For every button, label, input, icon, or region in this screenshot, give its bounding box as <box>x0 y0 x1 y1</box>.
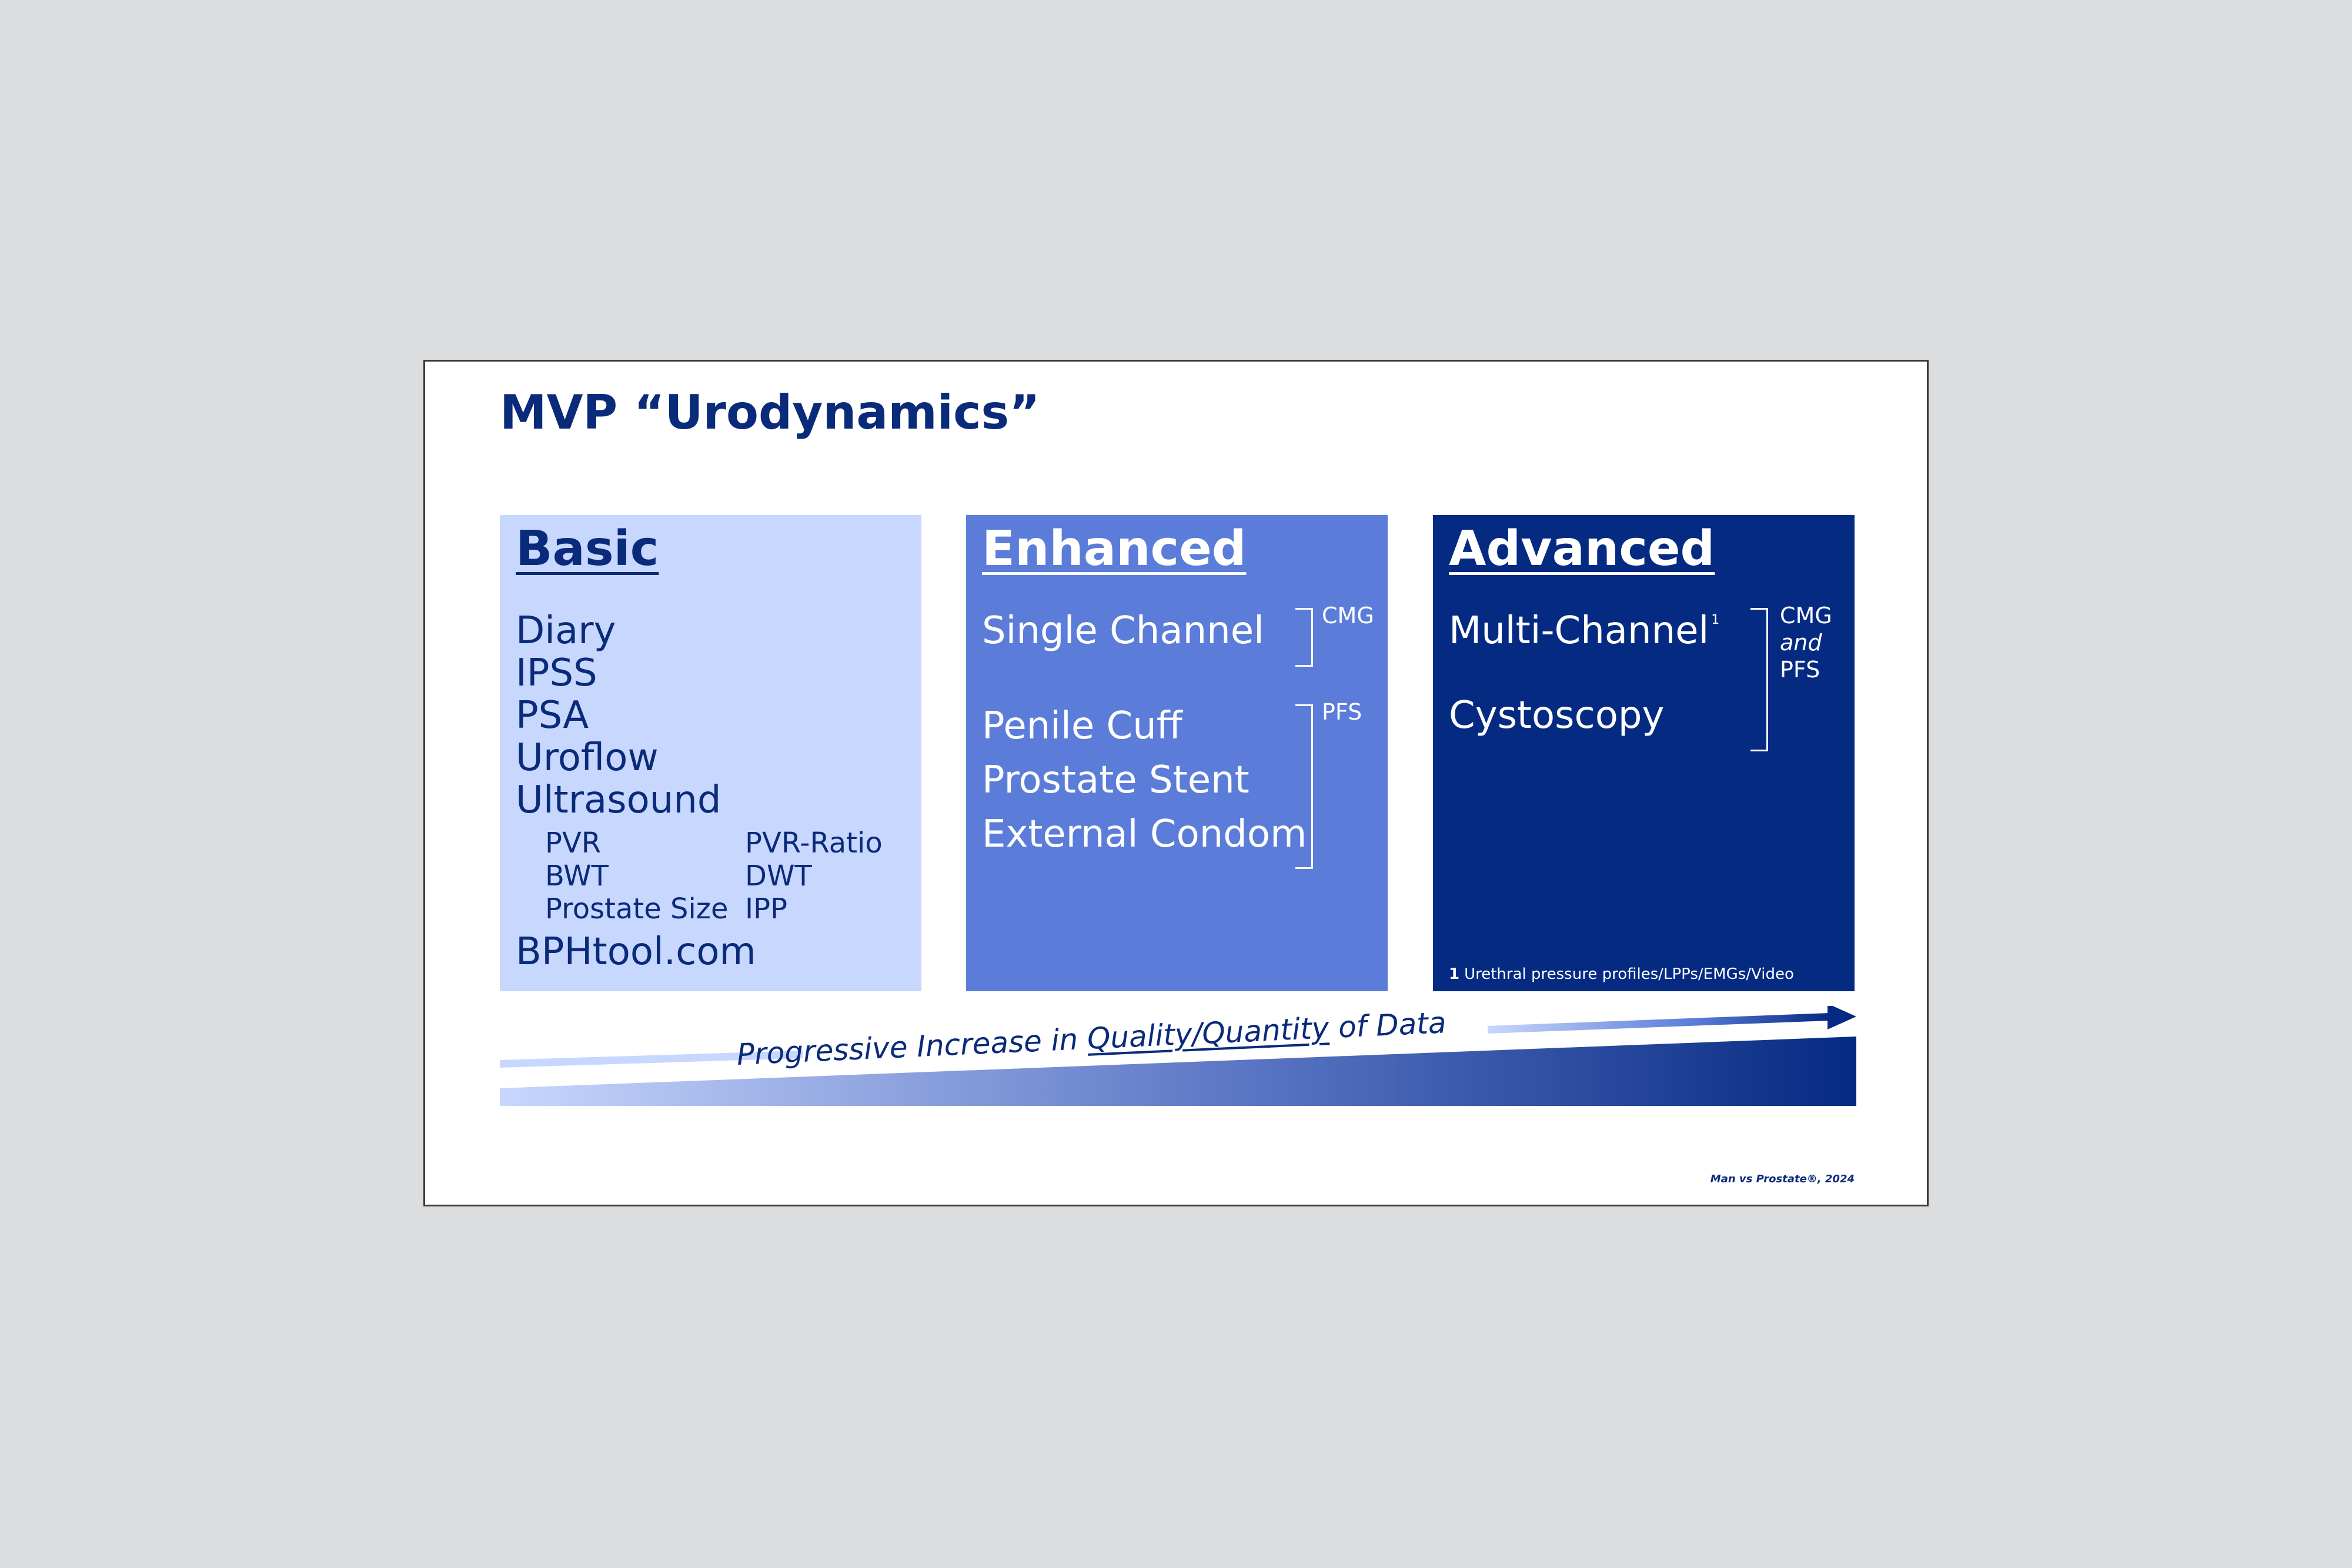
enhanced-card <box>966 515 1388 991</box>
basic-item-uroflow: Uroflow <box>516 736 659 780</box>
ultrasound-sub-ipp: IPP <box>745 892 788 925</box>
footnote <box>1449 965 1794 983</box>
basic-heading: Basic <box>516 521 659 577</box>
cmg-bracket <box>1295 608 1313 667</box>
ultrasound-sub-bwt: BWT <box>545 860 609 892</box>
tag-cmg: CMG <box>1780 603 1832 628</box>
enhanced-item-single-channel: Single Channel <box>982 609 1264 653</box>
advanced-item-multi-channel <box>1449 609 1719 653</box>
basic-card <box>500 515 921 991</box>
tag-pfs: PFS <box>1780 657 1820 683</box>
basic-item-ultrasound: Ultrasound <box>516 778 721 822</box>
basic-item-ipss: IPSS <box>516 651 597 695</box>
slide-title: MVP “Urodynamics” <box>500 385 1040 440</box>
enhanced-item-external-condom: External Condom <box>982 813 1307 856</box>
footnote-number: 1 <box>1449 965 1460 983</box>
progress-label-underlined: Quality/Quantity <box>1086 1011 1330 1056</box>
progress-line-right <box>1488 1013 1830 1034</box>
basic-item-diary: Diary <box>516 609 616 653</box>
enhanced-heading: Enhanced <box>982 521 1247 577</box>
advanced-card <box>1433 515 1855 991</box>
slide <box>423 360 1929 1206</box>
footnote-text: Urethral pressure profiles/LPPs/EMGs/Video <box>1464 965 1794 983</box>
multi-channel-label: Multi-Channel <box>1449 609 1709 653</box>
advanced-item-cystoscopy: Cystoscopy <box>1449 694 1665 737</box>
enhanced-item-prostate-stent: Prostate Stent <box>982 758 1250 802</box>
arrow-head-icon <box>1828 1006 1856 1029</box>
cmg-and-pfs-tag <box>1780 602 1832 683</box>
advanced-heading: Advanced <box>1449 521 1715 577</box>
ultrasound-sub-pvr: PVR <box>545 827 602 860</box>
cmg-tag: CMG <box>1322 603 1374 628</box>
tag-and: and <box>1780 630 1822 656</box>
pfs-bracket <box>1295 704 1313 869</box>
progress-label: Progressive Increase in Quality/Quantity of Data <box>736 1005 1447 1072</box>
ultrasound-sub-dwt: DWT <box>745 860 812 892</box>
credit: Man vs Prostate®, 2024 <box>1710 1173 1855 1185</box>
enhanced-item-penile-cuff: Penile Cuff <box>982 704 1182 748</box>
pfs-tag: PFS <box>1322 699 1362 725</box>
ultrasound-sub-pvr-ratio: PVR-Ratio <box>745 827 883 860</box>
basic-item-bphtool: BPHtool.com <box>516 930 756 974</box>
ultrasound-sub-prostate-size: Prostate Size <box>545 892 729 925</box>
cmg-pfs-bracket <box>1750 608 1768 751</box>
basic-item-psa: PSA <box>516 694 589 737</box>
footnote-marker: 1 <box>1711 613 1720 627</box>
